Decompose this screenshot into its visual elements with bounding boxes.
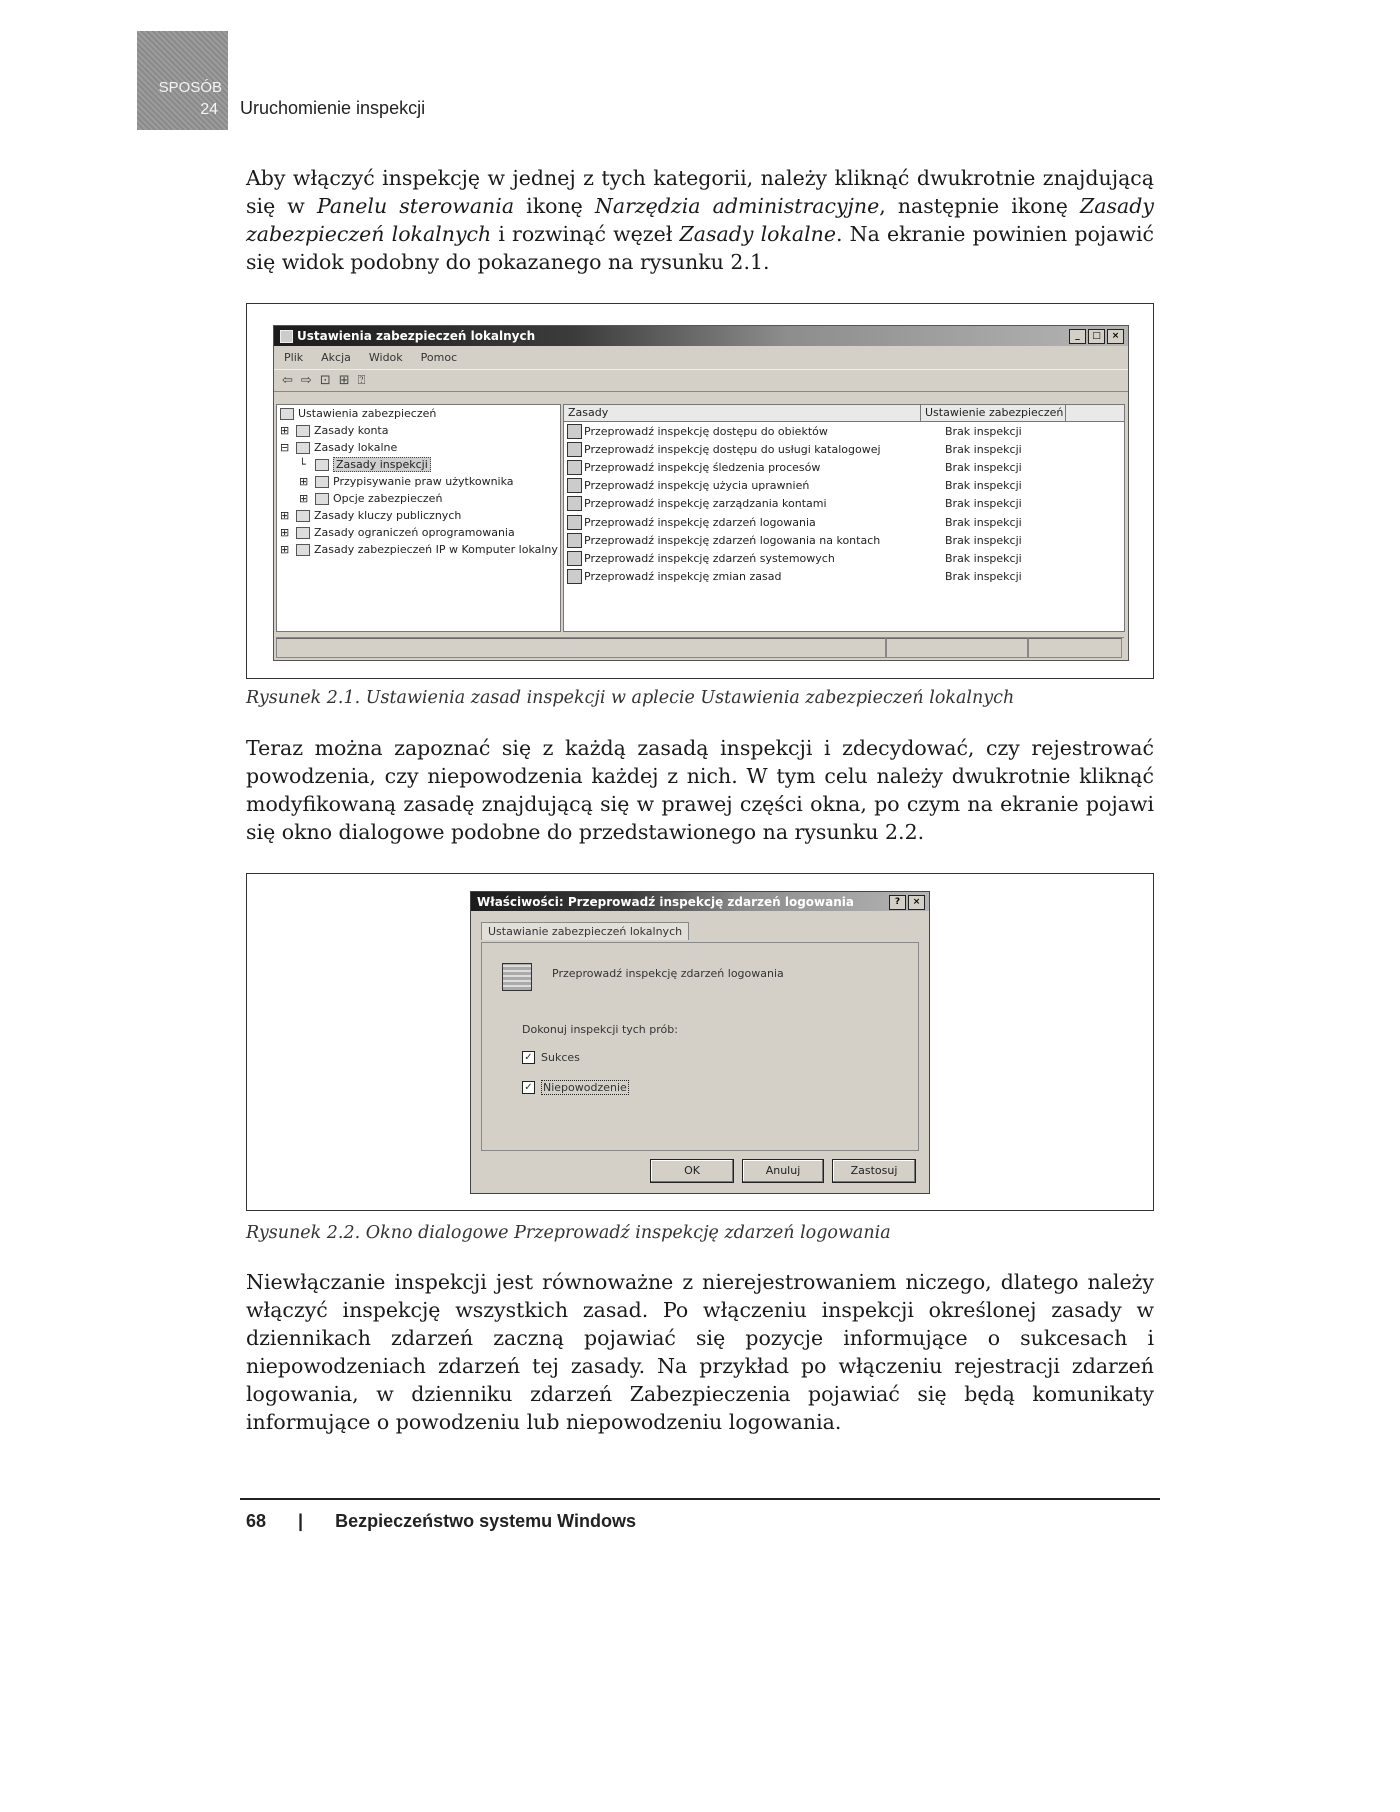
policy-setting: Brak inspekcji xyxy=(945,460,1022,474)
success-checkbox[interactable]: ✓ xyxy=(522,1051,535,1064)
table-row[interactable] xyxy=(564,495,1124,513)
tree-item-label: Przypisywanie praw użytkownika xyxy=(333,475,514,488)
tree-item-label: Zasady lokalne xyxy=(314,441,398,454)
policy-name: Przeprowadź inspekcję użycia uprawnień xyxy=(584,479,810,493)
book-title: Bezpieczeństwo systemu Windows xyxy=(335,1511,636,1531)
tree-item[interactable] xyxy=(277,524,560,541)
paragraph-1 xyxy=(246,164,1154,276)
status-pane xyxy=(1028,638,1122,658)
footer-rule xyxy=(240,1498,1160,1500)
p1-italic-3: Zasady zabezpieczeń lokalnych xyxy=(246,194,1154,246)
table-row[interactable] xyxy=(564,549,1124,567)
policy-icon xyxy=(567,478,582,493)
policy-list xyxy=(563,404,1125,632)
figure-1-caption: Rysunek 2.1. Ustawienia zasad inspekcji w aplecie Ustawienia zabezpieczeń lokalnych xyxy=(246,688,1015,708)
close-button[interactable]: × xyxy=(1107,329,1124,344)
properties-dialog xyxy=(470,891,930,1194)
p1-text-4: i rozwinąć węzeł xyxy=(491,222,680,246)
policy-icon xyxy=(502,963,532,991)
table-row[interactable] xyxy=(564,422,1124,440)
figure-1 xyxy=(246,303,1154,679)
policy-icon xyxy=(567,569,582,584)
expand-icon[interactable]: ⊞ xyxy=(280,509,290,522)
tree-item-label: Opcje zabezpieczeń xyxy=(333,492,443,505)
policy-setting: Brak inspekcji xyxy=(945,479,1022,493)
expand-icon[interactable]: ⊞ xyxy=(280,526,290,539)
folder-icon xyxy=(315,476,329,488)
tree-item-label: Ustawienia zabezpieczeń xyxy=(298,407,437,420)
p1-italic-1: Panelu sterowania xyxy=(316,194,515,218)
policy-name: Przeprowadź inspekcję śledzenia procesów xyxy=(584,460,821,474)
list-header xyxy=(564,405,1124,422)
p1-text-5: . Na ekranie powinien pojawić się widok podobny do pokazanego na rysunku 2.1. xyxy=(246,222,1154,274)
p1-text-2: ikonę xyxy=(514,194,595,218)
tree-item-label: Zasady zabezpieczeń IP w Komputer lokalny xyxy=(314,543,558,556)
policy-setting: Brak inspekcji xyxy=(945,497,1022,511)
audit-attempts-label: Dokonuj inspekcji tych prób: xyxy=(522,1023,678,1036)
help-button[interactable]: ? xyxy=(889,895,906,910)
section-badge xyxy=(137,31,228,130)
policy-icon xyxy=(567,496,582,511)
tree-connector-icon: └ xyxy=(299,458,306,471)
policy-setting: Brak inspekcji xyxy=(945,570,1022,584)
status-pane xyxy=(276,638,886,658)
failure-label: Niepowodzenie xyxy=(543,1081,627,1094)
folder-icon xyxy=(315,459,329,471)
failure-checkbox-row[interactable] xyxy=(522,1080,629,1095)
policy-name: Przeprowadź inspekcję zarządzania kontami xyxy=(584,497,827,511)
policy-icon xyxy=(567,533,582,548)
badge-word: SPOSÓB xyxy=(158,79,222,96)
menu-bar xyxy=(274,346,1128,369)
minimize-button[interactable]: _ xyxy=(1069,329,1086,344)
folder-icon xyxy=(296,510,310,522)
tree-item-label: Zasady inspekcji xyxy=(333,457,431,472)
menu-action[interactable]: Akcja xyxy=(321,351,351,364)
tree-item[interactable] xyxy=(277,541,560,558)
policy-setting: Brak inspekcji xyxy=(945,533,1022,547)
tree-item[interactable] xyxy=(277,439,560,456)
network-icon xyxy=(296,544,310,556)
tree-item[interactable] xyxy=(277,490,560,507)
cancel-button[interactable]: Anuluj xyxy=(742,1159,824,1183)
tree-item-label: Zasady ograniczeń oprogramowania xyxy=(314,526,515,539)
policy-name: Przeprowadź inspekcję dostępu do usługi katalogowej xyxy=(584,442,881,456)
policy-name: Przeprowadź inspekcję dostępu do obiektów xyxy=(584,424,828,438)
export-icon[interactable]: ⊞ xyxy=(338,373,350,388)
policy-icon xyxy=(567,424,582,439)
tree-item[interactable] xyxy=(277,422,560,439)
failure-checkbox[interactable]: ✓ xyxy=(522,1081,535,1094)
column-header-setting[interactable]: Ustawienie zabezpieczeń xyxy=(921,405,1066,421)
mmc-window xyxy=(273,325,1129,661)
tree-item-selected[interactable] xyxy=(277,456,560,473)
policy-icon xyxy=(567,551,582,566)
p1-italic-4: Zasady lokalne xyxy=(679,222,837,246)
ok-button[interactable]: OK xyxy=(650,1159,734,1183)
policy-name: Przeprowadź inspekcję zdarzeń logowania na kontach xyxy=(584,533,881,547)
table-row[interactable] xyxy=(564,458,1124,476)
apply-button[interactable]: Zastosuj xyxy=(832,1159,916,1183)
policy-name: Przeprowadź inspekcję zdarzeń systemowych xyxy=(584,551,835,565)
tree-item[interactable] xyxy=(277,405,560,422)
tree-item[interactable] xyxy=(277,473,560,490)
window-title: Ustawienia zabezpieczeń lokalnych xyxy=(297,329,536,343)
policy-name: Przeprowadź inspekcję zmian zasad xyxy=(584,570,782,584)
app-icon xyxy=(280,330,293,343)
policy-setting: Brak inspekcji xyxy=(945,551,1022,565)
up-folder-icon[interactable]: ⊡ xyxy=(319,373,331,388)
help-icon[interactable]: ⍰ xyxy=(357,373,366,388)
figure-2-caption: Rysunek 2.2. Okno dialogowe Przeprowadź inspekcję zdarzeń logowania xyxy=(246,1223,891,1243)
p1-italic-2: Narzędzia administracyjne xyxy=(594,194,880,218)
policy-name: Przeprowadź inspekcję zdarzeń logowania xyxy=(552,967,784,980)
folder-icon xyxy=(296,442,310,454)
expand-icon[interactable]: ⊞ xyxy=(299,492,309,505)
page-number: 68 xyxy=(246,1511,267,1531)
section-title: Uruchomienie inspekcji xyxy=(240,98,426,118)
policy-icon xyxy=(567,460,582,475)
tree-pane xyxy=(276,404,561,632)
figure-2 xyxy=(246,873,1154,1211)
expand-icon[interactable]: ⊞ xyxy=(280,543,290,556)
policy-name: Przeprowadź inspekcję zdarzeń logowania xyxy=(584,515,816,529)
table-row[interactable] xyxy=(564,513,1124,531)
page-footer xyxy=(246,1511,636,1532)
menu-file[interactable]: Plik xyxy=(284,351,304,364)
column-header-policy[interactable]: Zasady xyxy=(564,405,921,421)
folder-icon xyxy=(315,493,329,505)
policy-setting: Brak inspekcji xyxy=(945,424,1022,438)
collapse-icon[interactable]: ⊟ xyxy=(280,441,290,454)
maximize-button[interactable]: □ xyxy=(1088,329,1105,344)
expand-icon[interactable]: ⊞ xyxy=(299,475,309,488)
expand-icon[interactable]: ⊞ xyxy=(280,424,290,437)
forward-icon[interactable]: ⇨ xyxy=(300,373,312,388)
folder-icon xyxy=(296,425,310,437)
paragraph-2: Teraz można zapoznać się z każdą zasadą inspekcji i zdecydować, czy rejestrować powodzenia, czy niepowodzenia każdej z nich. W tym celu należy dwukrotnie kliknąć modyfikowaną zasadę znajdującą się w prawej części okna, po czym na ekranie pojawi się okno dialogowe podobne do przedstawionego na rysunku 2.2. xyxy=(246,736,1154,844)
paragraph-3: Niewłączanie inspekcji jest równoważne z nierejestrowaniem niczego, dlatego należy włączyć inspekcję wszystkich zasad. Po włączeniu inspekcji określonej zasady w dziennikach zdarzeń zaczną pojawiać się pozycje informujące o sukcesach i niepowodzeniach zdarzeń tej zasady. Na przykład po włączeniu rejestracji zdarzeń logowania, w dzienniku zdarzeń Zabezpieczenia pojawiać się będą komunikaty informujące o powodzeniu lub niepowodzeniu logowania. xyxy=(246,1270,1154,1434)
menu-view[interactable]: Widok xyxy=(368,351,403,364)
dialog-titlebar xyxy=(471,892,929,911)
footer-separator: | xyxy=(298,1511,304,1531)
folder-icon xyxy=(280,408,294,420)
close-button[interactable]: × xyxy=(908,895,925,910)
back-icon[interactable]: ⇦ xyxy=(282,373,293,388)
policy-icon xyxy=(567,442,582,457)
policy-icon xyxy=(567,515,582,530)
p1-text-1: Aby włączyć inspekcję w jednej z tych kategorii, należy kliknąć dwukrotnie znajdującą się w xyxy=(246,166,1154,218)
badge-number: 24 xyxy=(200,101,218,118)
dialog-title: Właściwości: Przeprowadź inspekcję zdarzeń logowania xyxy=(477,894,854,909)
success-checkbox-row[interactable] xyxy=(522,1051,580,1064)
tab-local-security-setting[interactable]: Ustawianie zabezpieczeń lokalnych xyxy=(481,922,689,940)
table-row[interactable] xyxy=(564,568,1124,586)
policy-setting: Brak inspekcji xyxy=(945,442,1022,456)
status-pane xyxy=(886,638,1028,658)
tree-item[interactable] xyxy=(277,507,560,524)
table-row[interactable] xyxy=(564,477,1124,495)
tree-item-label: Zasady kluczy publicznych xyxy=(314,509,462,522)
folder-icon xyxy=(296,527,310,539)
success-label: Sukces xyxy=(541,1051,580,1064)
status-bar xyxy=(276,637,1124,658)
tab-panel xyxy=(481,942,919,1151)
table-row[interactable] xyxy=(564,531,1124,549)
p1-text-3: , następnie ikonę xyxy=(879,194,1081,218)
menu-help[interactable]: Pomoc xyxy=(420,351,458,364)
toolbar xyxy=(274,369,1128,392)
table-row[interactable] xyxy=(564,440,1124,458)
policy-setting: Brak inspekcji xyxy=(945,515,1022,529)
tree-item-label: Zasady konta xyxy=(314,424,389,437)
window-titlebar xyxy=(274,326,1128,346)
